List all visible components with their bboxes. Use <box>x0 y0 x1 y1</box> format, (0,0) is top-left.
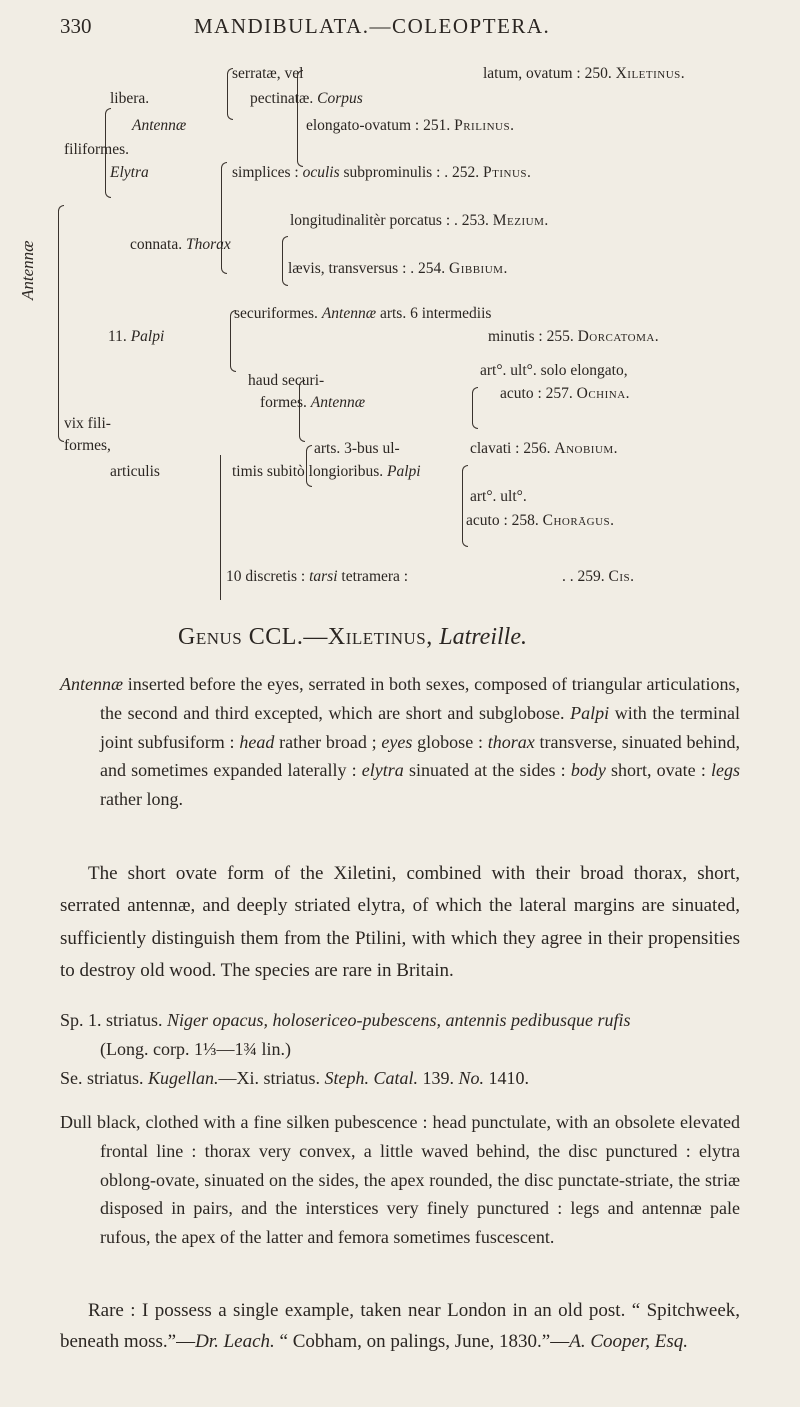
key-line: minutis : 255. Dorcatoma. <box>488 328 660 345</box>
species-synonymy: Se. striatus. Kugellan.—Xi. striatus. Steph. Catal. 139. No. 1410. <box>60 1067 530 1088</box>
key-line: longitudinalitèr porcatus : . 253. Mezium. <box>290 212 549 229</box>
key-line: lævis, transversus : . 254. Gibbium. <box>288 260 508 277</box>
brace-art-ult <box>472 387 478 429</box>
key-line: Antennæ <box>132 117 187 134</box>
key-line: simplices : oculis subprominulis : . 252. Ptinus. <box>232 164 532 181</box>
key-side-label: Antennæ <box>18 240 37 300</box>
page-number: 330 <box>60 14 92 38</box>
genus-heading-name: Genus CCL.—Xiletinus, <box>178 624 440 650</box>
key-line: formes. Antennæ <box>260 394 366 411</box>
genus-description <box>60 670 740 814</box>
key-line: filiformes. <box>64 141 129 158</box>
key-line: elongato-ovatum : 251. Prilinus. <box>306 117 515 134</box>
genus-characters: Antennæ inserted before the eyes, serrated in both sexes, composed of triangular articulations, the second and third excepted, which are short and subglobose. Palpi with the terminal joint subfusiform : head rather broad ; eyes globose : thorax transverse, sinuated behind, and sometimes expanded laterally : elytra sinuated at the sides : body short, ovate : legs rather long. <box>60 674 741 810</box>
species-occurrence <box>60 1295 740 1358</box>
key-line: articulis <box>110 463 160 480</box>
key-line: acuto : 257. Ochina. <box>500 385 631 402</box>
key-line: serratæ, vel <box>232 65 304 82</box>
key-line: 11. Palpi <box>108 328 165 345</box>
key-line: 10 discretis : tarsi tetramera : <box>226 568 409 585</box>
key-line: timis subitò longioribus. Palpi <box>232 463 421 480</box>
species-description <box>60 1108 740 1252</box>
key-line: pectinatæ. Corpus <box>250 90 363 107</box>
key-line: clavati : 256. Anobium. <box>470 440 619 457</box>
brace-elytra <box>221 162 227 274</box>
brace-articulis <box>220 455 221 600</box>
species-occurrence-text: Rare : I possess a single example, taken near London in an old post. “ Spitchweek, beneath moss.”—Dr. Leach. “ Cobham, on palings, June, 1830.”—A. Cooper, Esq. <box>60 1300 740 1353</box>
species-diagnosis: Sp. 1. striatus. Niger opacus, holosericeo-pubescens, antennis pedibusque rufis <box>60 1010 631 1030</box>
genus-remarks <box>60 858 740 987</box>
key-line: art°. ult°. <box>470 488 527 505</box>
running-title: MANDIBULATA.—COLEOPTERA. <box>194 14 551 38</box>
brace-clavati <box>462 465 468 547</box>
key-line: arts. 3-bus ul- <box>314 440 400 457</box>
key-line: latum, ovatum : 250. Xiletinus. <box>483 65 686 82</box>
brace-antennae-outer <box>58 205 64 442</box>
key-line: . . 259. Cis. <box>562 568 635 585</box>
key-line: haud securi- <box>248 372 325 389</box>
genus-heading-author: Latreille. <box>439 624 527 650</box>
key-line: libera. <box>110 90 150 107</box>
key-line: securiformes. Antennæ arts. 6 intermediis <box>234 305 492 322</box>
species-length: (Long. corp. 1⅓—1¾ lin.) <box>100 1038 291 1059</box>
genus-remarks-text: The short ovate form of the Xiletini, combined with their broad thorax, short, serrated antennæ, and deeply striated elytra, of which the lateral margins are sinuated, sufficiently distinguish them from the Ptilini, with which they agree in their propensities to destroy old wood. The species are rare in Britain. <box>60 863 740 981</box>
key-line: art°. ult°. solo elongato, <box>480 362 628 379</box>
key-line: vix fili- <box>64 415 111 432</box>
species-entry <box>60 1006 750 1092</box>
species-description-text: Dull black, clothed with a fine silken pubescence : head punctulate, with an obsolete elevated frontal line : thorax very convex, a little waved behind, the disc punctured : elytra oblong-ovate, sinuated on the sides, the apex rounded, the disc punctate-striate, the striæ disposed in pairs, and the interstices very finely punctured : legs and antennæ pale rufous, the apex of the latter and femora sometimes fuscescent. <box>60 1112 740 1248</box>
key-line: connata. Thorax <box>130 236 231 253</box>
key-line: formes, <box>64 437 111 454</box>
key-line: Elytra <box>110 164 149 181</box>
genus-heading <box>178 624 527 651</box>
key-line: acuto : 258. Chorāgus. <box>466 512 615 529</box>
brace-corpus <box>297 70 303 167</box>
